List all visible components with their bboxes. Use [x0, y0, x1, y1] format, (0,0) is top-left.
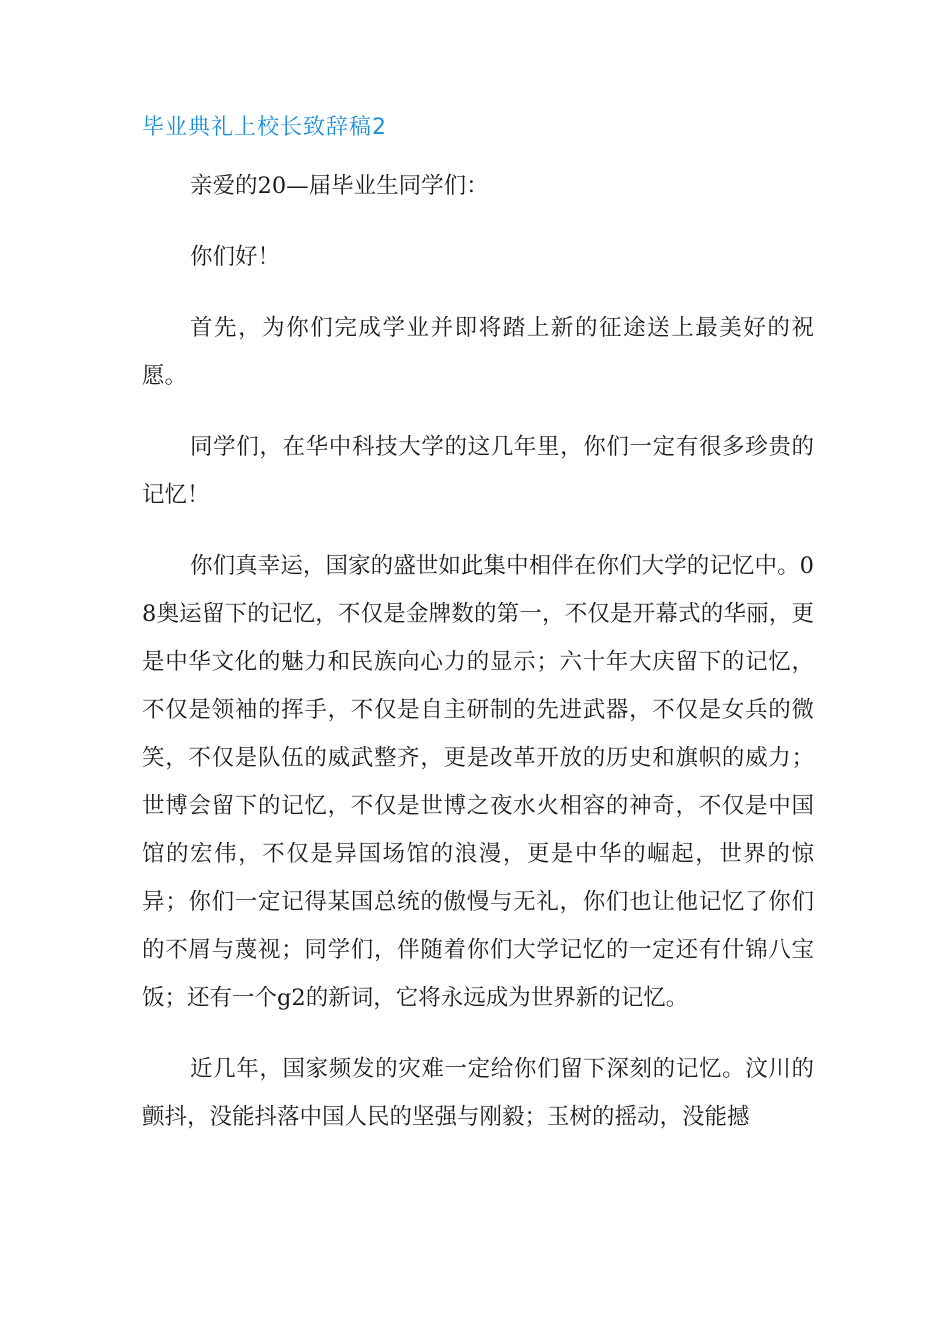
paragraph-memories: 同学们，在华中科技大学的这几年里，你们一定有很多珍贵的记忆！: [142, 434, 814, 508]
paragraph-greeting: 你们好！: [190, 244, 281, 270]
document-body: [142, 162, 814, 1164]
paragraph-salutation: 亲爱的20—届毕业生同学们：: [190, 173, 489, 199]
paragraph-disasters: 近几年，国家频发的灾难一定给你们留下深刻的记忆。汶川的颤抖，没能抖落中国人民的坚强与刚毅；玉树的摇动，没能撼: [142, 1056, 814, 1130]
document-title: 毕业典礼上校长致辞稿2: [142, 115, 387, 140]
paragraph-wishes: 首先，为你们完成学业并即将踏上新的征途送上最美好的祝愿。: [142, 315, 814, 389]
paragraph-national-events: 你们真幸运，国家的盛世如此集中相伴在你们大学的记忆中。08奥运留下的记忆，不仅是金牌数的第一，不仅是开幕式的华丽，更是中华文化的魅力和民族向心力的显示；六十年大庆留下的记忆，不仅是领袖的挥手，不仅是自主研制的先进武器，不仅是女兵的微笑，不仅是队伍的威武整齐，更是改革开放的历史和旗帜的威力；世博会留下的记忆，不仅是世博之夜水火相容的神奇，不仅是中国馆的宏伟，不仅是异国场馆的浪漫，更是中华的崛起，世界的惊异；你们一定记得某国总统的傲慢与无礼，你们也让他记忆了你们的不屑与蔑视；同学们，伴随着你们大学记忆的一定还有什锦八宝饭；还有一个g2的新词，它将永远成为世界新的记忆。: [142, 553, 814, 1011]
